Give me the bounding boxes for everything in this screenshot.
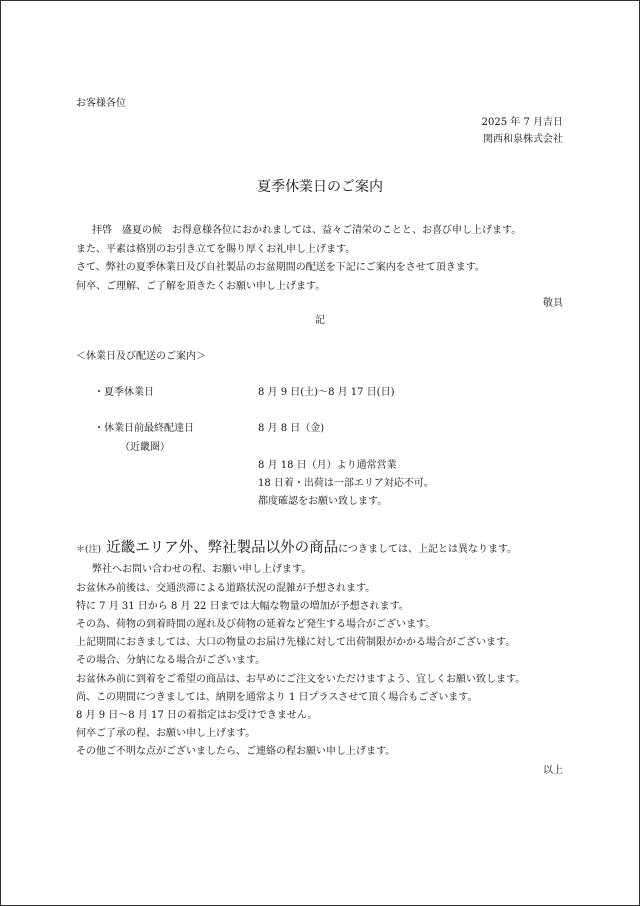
last-delivery-label: ・休業日前最終配達日	[94, 423, 194, 434]
notice-line-5: 上記期間におきましては、大口の物量のお届け先様に対して出荷制限がかかる場合がございます。	[76, 637, 516, 648]
greeting-line-2: また、平素は格別のお引き立てを賜り厚くお礼申し上げます。	[76, 244, 356, 255]
greeting-line-4: 何卒、ご理解、ご了解を頂きたくお願い申し上げます。	[76, 281, 326, 292]
schedule-heading: ＜休業日及び配送のご案内＞	[76, 351, 206, 362]
notice-line-1: 弊社へお問い合わせの程、お願い申し上げます。	[92, 564, 312, 575]
notice-tail: につきましては、上記とは異なります。	[338, 544, 518, 555]
notice-line-8: 尚、この期間につきましては、納期を通常より 1 日プラスさせて頂く場合もございます。	[76, 692, 478, 703]
document-title: 夏季休業日のご案内	[257, 179, 383, 195]
holiday-label: ・夏季休業日	[94, 387, 154, 398]
holiday-value: 8 月 9 日(土)～8 月 17 日(日)	[258, 387, 395, 398]
notice-emphasis: 近畿エリア外、弊社製品以外の商品	[106, 540, 339, 556]
notice-line-6: その場合、分納になる場合がございます。	[76, 655, 266, 666]
notice-marker: ＊	[76, 545, 86, 555]
issue-date: 2025 年 7 月吉日	[481, 117, 563, 128]
notice-marker-sub: (注)	[85, 545, 102, 555]
notice-line-11: その他ご不明な点がございましたら、ご連絡の程お願い申し上げます。	[76, 746, 396, 757]
notice-line-10: 何卒ご了承の程、お願い申し上げます。	[76, 728, 256, 739]
greeting-line-3: さて、弊社の夏季休業日及び自社製品のお盆期間の配送を下記にご案内をさせて頂きます。	[76, 262, 485, 273]
notice-line-7: お盆休み前に到着をご希望の商品は、お早めにご注文をいただけますよう、宜しくお願い致します。	[76, 674, 526, 685]
greeting-line-1: 拝啓 盛夏の候 お得意様各位におかれましては、益々ご清栄のことと、お喜び申し上げます。	[92, 225, 522, 236]
notice-line-9: 8 月 9 日～8 月 17 日の着指定はお受けできません。	[76, 710, 318, 721]
schedule-note-1: 8 月 18 日（月）より通常営業	[258, 460, 397, 471]
notice-heading	[76, 538, 517, 559]
notice-line-4: その為、荷物の到着時間の遅れ及び荷物の延着など発生する場合がございます。	[76, 619, 436, 630]
greeting-closing: 敬具	[543, 298, 563, 309]
notice-line-3: 特に 7 月 31 日から 8 月 22 日までは大幅な物量の増加が予想されます。	[76, 601, 409, 612]
addressee: お客様各位	[76, 98, 126, 109]
notice-closing: 以上	[543, 765, 563, 776]
last-delivery-value: 8 月 8 日（金)	[258, 423, 325, 434]
notice-line-2: お盆休み前後は、交通渋滞による道路状況の混雑が予想されます。	[76, 583, 376, 594]
schedule-note-2: 18 日着・出荷は一部エリア対応不可。	[258, 478, 434, 489]
schedule-note-3: 都度確認をお願い致します。	[258, 496, 388, 507]
company-name: 関西和泉株式会社	[483, 134, 563, 145]
ki-label: 記	[315, 315, 325, 326]
last-delivery-sub: （近畿圏）	[120, 442, 170, 453]
